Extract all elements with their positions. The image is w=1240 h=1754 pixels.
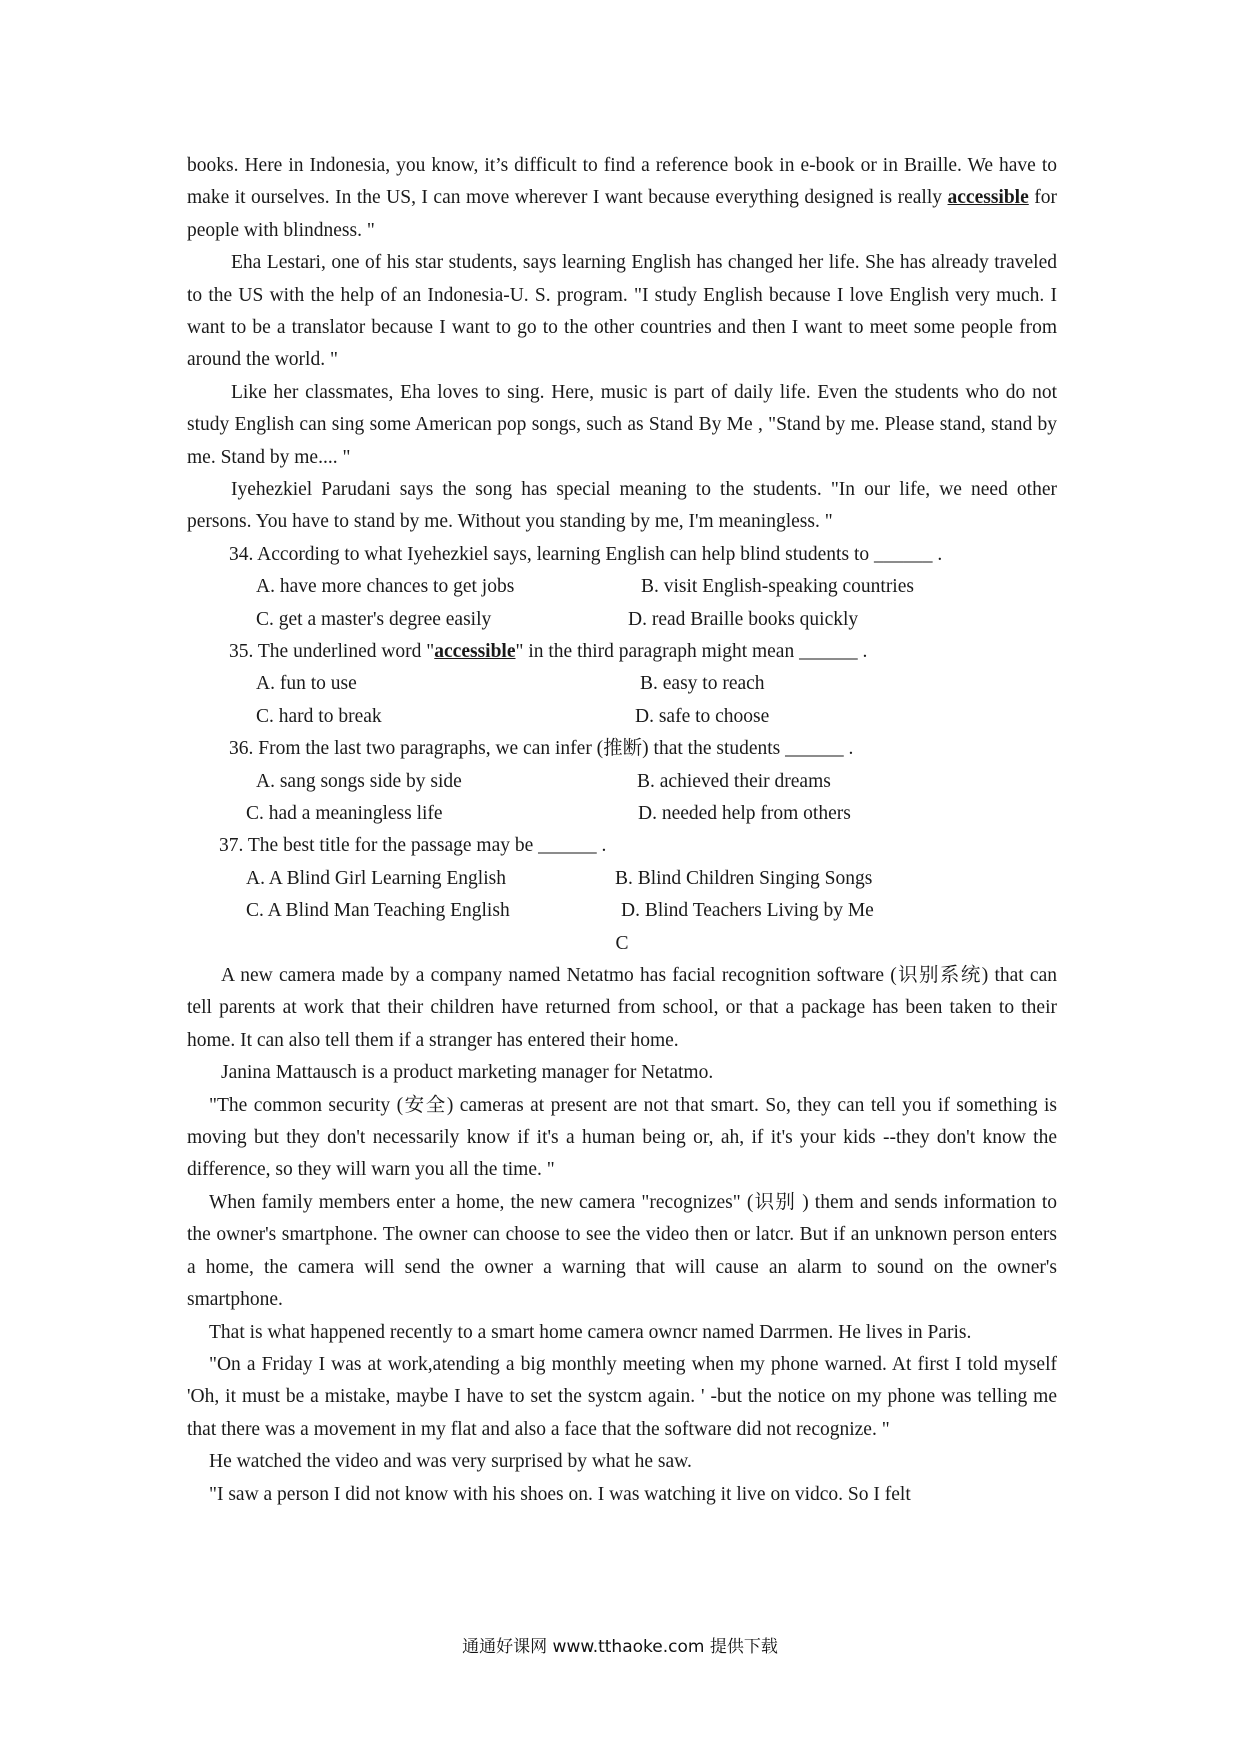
underlined-keyword: accessible <box>947 187 1029 209</box>
option-a: A. fun to use <box>256 673 357 695</box>
passage-c-paragraph-8: "I saw a person I did not know with his shoes on. I was watching it live on vidco. So I felt <box>209 1483 911 1505</box>
passage-c-paragraph-2: Janina Mattausch is a product marketing manager for Netatmo. <box>221 1062 714 1084</box>
option-c: C. get a master's degree easily <box>256 608 492 630</box>
passage-c-paragraph-7: He watched the video and was very surprised by what he saw. <box>209 1451 692 1473</box>
page-footer: 通通好课网 www.tthaoke.com 提供下载 <box>462 1637 778 1657</box>
exam-page <box>187 150 1057 1511</box>
passage-c-paragraph-5: That is what happened recently to a smart home camera owncr named Darrmen. He lives in Paris. <box>209 1321 972 1343</box>
question-text: " in the third paragraph might mean ______ . <box>515 641 868 663</box>
question-37-options-row-2 <box>187 895 1057 927</box>
option-a: A. have more chances to get jobs <box>256 576 515 598</box>
option-c: C. had a meaningless life <box>246 803 443 825</box>
passage-b-paragraph-1 <box>187 150 1057 247</box>
question-37-stem: 37. The best title for the passage may be ______ . <box>219 835 607 857</box>
question-36-options-row-1 <box>187 766 1057 798</box>
question-34-options-row-1 <box>187 571 1057 603</box>
question-34-options-row-2 <box>187 604 1057 636</box>
question-text: 35. The underlined word " <box>229 641 435 663</box>
passage-c-paragraph-4: When family members enter a home, the new camera "recognizes" (识别 ) them and sends information to the owner's smartphone. The owner can choose to see the video then or latcr. But if an unknown person enters a home, the camera will send the owner a warning that will cause an alarm to sound on the owner's smartphone. <box>187 1191 1057 1311</box>
option-a: A. sang songs side by side <box>256 770 462 792</box>
question-36-options-row-2 <box>187 798 1057 830</box>
passage-c-paragraph-3: "The common security (安全) cameras at present are not that smart. So, they can tell you if something is moving but they don't necessarily know if it's a human being or, ah, if it's your kids --they don't know the difference, so they will warn you all the time. " <box>187 1094 1057 1181</box>
question-35-stem <box>187 636 1057 668</box>
question-35-options-row-1 <box>187 668 1057 700</box>
option-d: D. read Braille books quickly <box>628 608 859 630</box>
passage-c-paragraph-1: A new camera made by a company named Netatmo has facial recognition software (识别系统) that can tell parents at work that their children have returned from school, or that a package has been taken to their home. It can also tell them if a stranger has entered their home. <box>187 965 1057 1051</box>
paragraph-text: books. Here in Indonesia, you know, it’s difficult to find a reference book in e-book or in Braille. We have to make it ourselves. In the US, I can move wherever I want because everything designed is really <box>187 155 1057 209</box>
option-c: C. hard to break <box>256 705 382 727</box>
option-b: B. Blind Children Singing Songs <box>615 867 873 889</box>
option-d: D. needed help from others <box>638 803 851 825</box>
passage-b-paragraph-4: Iyehezkiel Parudani says the song has special meaning to the students. "In our life, we need other persons. You have to stand by me. Without you standing by me, I'm meaningless. " <box>187 479 1057 533</box>
underlined-keyword: accessible <box>434 641 516 663</box>
question-34-stem: 34. According to what Iyehezkiel says, learning English can help blind students to ______ . <box>229 543 943 565</box>
option-d: D. safe to choose <box>635 705 770 727</box>
passage-b-paragraph-3: Like her classmates, Eha loves to sing. Here, music is part of daily life. Even the students who do not study English can sing some American pop songs, such as Stand By Me , "Stand by me. Please stand, stand by me. Stand by me.... " <box>187 381 1057 468</box>
passage-c-paragraph-6: "On a Friday I was at work,atending a big monthly meeting when my phone warned. At first I told myself 'Oh, it must be a mistake, maybe I have to set the systcm again. ' -but the notice on my phone was telling me that there was a movement in my flat and also a face that the software did not recognize. " <box>187 1353 1057 1440</box>
option-b: B. easy to reach <box>640 673 765 695</box>
section-c-heading: C <box>615 932 629 954</box>
option-a: A. A Blind Girl Learning English <box>246 867 506 889</box>
option-c: C. A Blind Man Teaching English <box>246 900 510 922</box>
paragraph-text: for people with blindness. " <box>187 187 1057 241</box>
question-36-stem: 36. From the last two paragraphs, we can infer (推断) that the students ______ . <box>229 738 854 760</box>
question-37-options-row-1 <box>187 863 1057 895</box>
passage-b-paragraph-2: Eha Lestari, one of his star students, says learning English has changed her life. She has already traveled to the US with the help of an Indonesia-U. S. program. "I study English because I love English very much. I want to be a translator because I want to go to the other countries and then I want to meet some people from around the world. " <box>187 252 1057 371</box>
option-d: D. Blind Teachers Living by Me <box>621 900 874 922</box>
option-b: B. visit English-speaking countries <box>641 576 914 598</box>
option-b: B. achieved their dreams <box>637 770 831 792</box>
question-35-options-row-2 <box>187 701 1057 733</box>
